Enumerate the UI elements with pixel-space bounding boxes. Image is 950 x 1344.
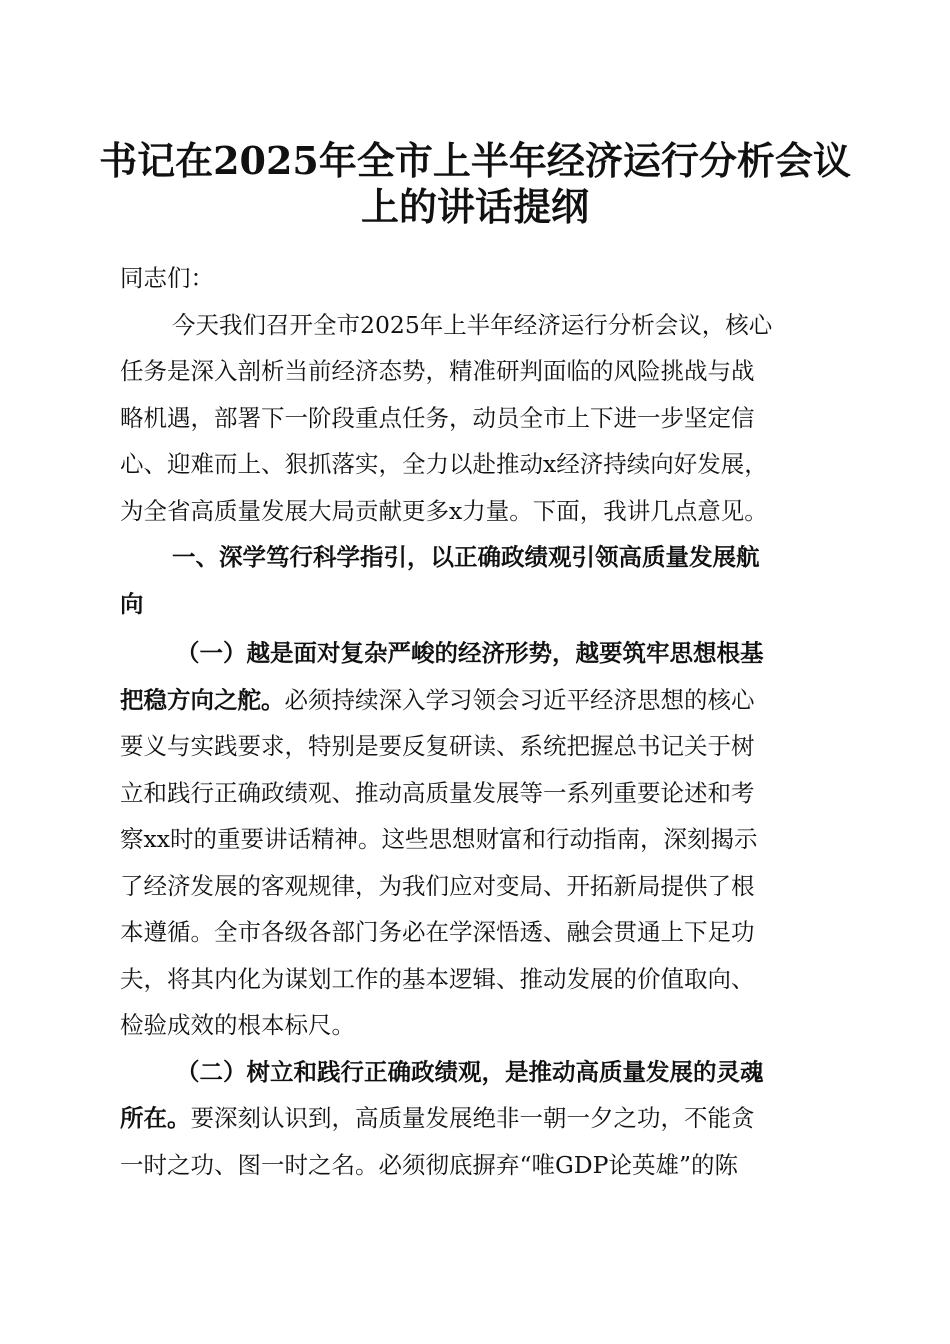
document-body: [120, 255, 832, 1188]
intro-line-2: 任务是深入剖析当前经济态势，精准研判面临的风险挑战与战: [120, 357, 755, 385]
sub1-rest-first: 必须持续深入学习领会习近平经济思想的核心: [284, 685, 755, 714]
subsection-1-paragraph: [120, 630, 832, 1049]
intro-line-1: 今天我们召开全市2025年上半年经济运行分析会议，核心: [172, 310, 773, 339]
sub1-bold-line-2: 把稳方向之舵。: [120, 685, 285, 714]
sub2-bold-line-1: （二）树立和践行正确政绩观，是推动高质量发展的灵魂: [176, 1057, 764, 1086]
sub1-line-8: 夫，将其内化为谋划工作的基本逻辑、推动发展的价值取向、: [120, 964, 755, 993]
sub1-line-2: [120, 677, 832, 724]
intro-line-4: 心、迎难而上、狠抓落实，全力以赴推动x经济持续向好发展，: [120, 450, 768, 478]
sub1-line-5: 察xx时的重要讲话精神。这些思想财富和行动指南，深刻揭示: [120, 825, 758, 853]
sub2-rest-first: 要深刻认识到，高质量发展绝非一朝一夕之功，不能贪: [190, 1104, 755, 1132]
section-heading-1: [120, 534, 832, 627]
title-line-2: 上的讲话提纲: [360, 184, 589, 229]
sub2-bold-line-2: 所在。: [120, 1104, 191, 1132]
intro-paragraph: [120, 302, 832, 535]
sub2-line-2: [120, 1095, 832, 1142]
title-line-1: 书记在2025年全市上半年经济运行分析会议: [99, 138, 851, 183]
intro-line-5: 为全省高质量发展大局贡献更多x力量。下面，我讲几点意见。: [120, 496, 768, 525]
document-title: [0, 138, 950, 230]
salutation: 同志们：: [120, 264, 214, 292]
intro-line-3: 略机遇，部署下一阶段重点任务，动员全市上下进一步坚定信: [120, 403, 755, 432]
sub1-bold-line-1: （一）越是面对复杂严峻的经济形势，越要筑牢思想根基: [176, 639, 764, 667]
heading1-line-2: 向: [120, 589, 144, 618]
sub1-line-3: 要义与实践要求，特别是要反复研读、系统把握总书记关于树: [120, 732, 755, 760]
sub1-line-4: 立和践行正确政绩观、推动高质量发展等一系列重要论述和考: [120, 778, 755, 807]
subsection-2-paragraph: [120, 1049, 832, 1189]
sub1-line-9: 检验成效的根本标尺。: [120, 1011, 355, 1039]
sub2-line-3: 一时之功、图一时之名。必须彻底摒弃“唯GDP论英雄”的陈: [120, 1150, 738, 1179]
heading1-line-1: 一、深学笃行科学指引，以正确政绩观引领高质量发展航: [172, 543, 760, 571]
sub1-line-6: 了经济发展的客观规律，为我们应对变局、开拓新局提供了根: [120, 871, 755, 900]
sub1-line-7: 本遵循。全市各级各部门务必在学深悟透、融会贯通上下足功: [120, 918, 755, 946]
